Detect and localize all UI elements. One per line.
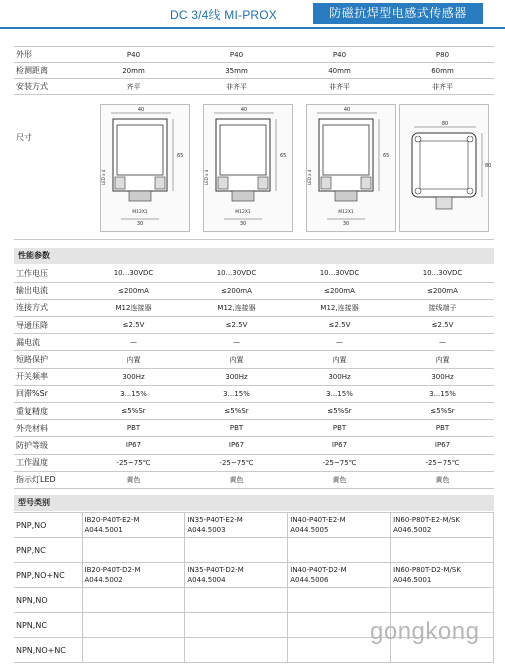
model-number: IN60-P80T-D2-M/SK bbox=[393, 566, 461, 574]
perf-row bbox=[14, 282, 494, 299]
spec-value: 黄色 bbox=[82, 471, 185, 488]
order-code: A046.5002 bbox=[393, 526, 432, 534]
perf-row bbox=[14, 471, 494, 488]
row-label: 开关频率 bbox=[14, 368, 82, 385]
model-cell bbox=[391, 563, 494, 588]
svg-text:30: 30 bbox=[342, 221, 350, 227]
output-type-label: PNP,NC bbox=[14, 538, 82, 563]
spec-row bbox=[14, 47, 494, 63]
drawing-p40-2 bbox=[203, 104, 293, 232]
spec-value: P40 bbox=[82, 47, 185, 63]
spec-value: — bbox=[82, 334, 185, 351]
output-type-label: NPN,NO+NC bbox=[14, 638, 82, 663]
perf-row bbox=[14, 265, 494, 282]
spec-value: PBT bbox=[82, 420, 185, 437]
svg-text:80: 80 bbox=[441, 121, 449, 127]
spec-row bbox=[14, 79, 494, 95]
spec-value: PBT bbox=[288, 420, 391, 437]
model-cell bbox=[288, 563, 391, 588]
model-cell bbox=[185, 513, 288, 538]
spec-value: 黄色 bbox=[185, 471, 288, 488]
spec-value: ≤200mA bbox=[185, 282, 288, 299]
row-label: 外壳材料 bbox=[14, 420, 82, 437]
svg-text:65: 65 bbox=[383, 153, 390, 159]
row-label: 外形 bbox=[14, 47, 82, 63]
perf-row bbox=[14, 334, 494, 351]
perf-row bbox=[14, 351, 494, 368]
svg-text:40: 40 bbox=[137, 107, 145, 113]
svg-text:M12X1: M12X1 bbox=[338, 210, 354, 215]
row-label: 连接方式 bbox=[14, 299, 82, 316]
spec-value: -25~75℃ bbox=[288, 454, 391, 471]
perf-row bbox=[14, 317, 494, 334]
spec-value: 3...15% bbox=[185, 385, 288, 402]
spec-table bbox=[14, 46, 494, 95]
spec-value: 内置 bbox=[82, 351, 185, 368]
spec-value: 35mm bbox=[185, 63, 288, 79]
spec-value: IP67 bbox=[185, 437, 288, 454]
spec-value: 300Hz bbox=[82, 368, 185, 385]
model-row bbox=[14, 588, 494, 613]
spec-value: ≤2.5V bbox=[82, 317, 185, 334]
spec-value: 10...30VDC bbox=[391, 265, 494, 282]
svg-text:65: 65 bbox=[280, 153, 287, 159]
model-number: IB20-P40T-E2-M bbox=[84, 516, 140, 524]
model-cell bbox=[82, 588, 185, 613]
row-label: 工作电压 bbox=[14, 265, 82, 282]
svg-text:80: 80 bbox=[485, 163, 492, 169]
dimension-row bbox=[14, 94, 494, 240]
row-label: 工作温度 bbox=[14, 454, 82, 471]
drawing-p40-3 bbox=[306, 104, 396, 232]
svg-text:LED x 4: LED x 4 bbox=[307, 169, 312, 185]
spec-value: ≤5%Sr bbox=[185, 403, 288, 420]
perf-row bbox=[14, 454, 494, 471]
spec-value: — bbox=[391, 334, 494, 351]
model-cell bbox=[288, 588, 391, 613]
watermark: gongkong bbox=[370, 618, 480, 645]
spec-value: 3...15% bbox=[82, 385, 185, 402]
perf-table bbox=[14, 265, 494, 489]
order-code: A044.5004 bbox=[187, 576, 226, 584]
header-rule bbox=[0, 27, 505, 29]
row-label: 输出电流 bbox=[14, 282, 82, 299]
spec-value: ≤2.5V bbox=[185, 317, 288, 334]
row-label: 重复精度 bbox=[14, 403, 82, 420]
model-row bbox=[14, 538, 494, 563]
perf-row bbox=[14, 385, 494, 402]
spec-value: M12,连接器 bbox=[288, 299, 391, 316]
spec-value: 内置 bbox=[185, 351, 288, 368]
spec-value: ≤200mA bbox=[391, 282, 494, 299]
svg-text:30: 30 bbox=[239, 221, 247, 227]
output-type-label: PNP,NO+NC bbox=[14, 563, 82, 588]
spec-value: IP67 bbox=[288, 437, 391, 454]
spec-value: 20mm bbox=[82, 63, 185, 79]
spec-value: 齐平 bbox=[82, 79, 185, 95]
spec-value: 非齐平 bbox=[288, 79, 391, 95]
order-code: A044.5006 bbox=[290, 576, 329, 584]
spec-value: -25~75℃ bbox=[185, 454, 288, 471]
order-code: A046.5001 bbox=[393, 576, 432, 584]
model-cell bbox=[82, 538, 185, 563]
output-type-label: PNP,NO bbox=[14, 513, 82, 538]
svg-text:40: 40 bbox=[240, 107, 248, 113]
spec-value: 40mm bbox=[288, 63, 391, 79]
output-type-label: NPN,NC bbox=[14, 613, 82, 638]
spec-value: 300Hz bbox=[391, 368, 494, 385]
model-cell bbox=[185, 563, 288, 588]
drawing-p40-1 bbox=[100, 104, 190, 232]
spec-value: ≤5%Sr bbox=[82, 403, 185, 420]
model-row bbox=[14, 513, 494, 538]
spec-value: M12,连接器 bbox=[185, 299, 288, 316]
spec-value: ≤2.5V bbox=[391, 317, 494, 334]
product-title: 防磁抗焊型电感式传感器 bbox=[313, 3, 483, 24]
row-label: 安装方式 bbox=[14, 79, 82, 95]
model-cell bbox=[185, 588, 288, 613]
model-cell bbox=[391, 513, 494, 538]
spec-value: 3...15% bbox=[288, 385, 391, 402]
model-cell bbox=[185, 638, 288, 663]
spec-value: 60mm bbox=[391, 63, 494, 79]
svg-text:M12X1: M12X1 bbox=[235, 210, 251, 215]
svg-text:40: 40 bbox=[343, 107, 351, 113]
model-number: IB20-P40T-D2-M bbox=[84, 566, 141, 574]
spec-value: 非齐平 bbox=[185, 79, 288, 95]
model-cell bbox=[288, 538, 391, 563]
model-cell bbox=[185, 613, 288, 638]
perf-row bbox=[14, 420, 494, 437]
row-label: 导通压降 bbox=[14, 317, 82, 334]
spec-value: M12连接器 bbox=[82, 299, 185, 316]
perf-row bbox=[14, 368, 494, 385]
model-cell bbox=[391, 588, 494, 613]
spec-value: P80 bbox=[391, 47, 494, 63]
spec-value: 10...30VDC bbox=[288, 265, 391, 282]
model-number: IN40-P40T-E2-M bbox=[290, 516, 346, 524]
spec-value: ≤200mA bbox=[82, 282, 185, 299]
spec-value: P40 bbox=[185, 47, 288, 63]
spec-value: 黄色 bbox=[391, 471, 494, 488]
model-number: IN60-P80T-E2-M/SK bbox=[393, 516, 460, 524]
spec-value: 内置 bbox=[288, 351, 391, 368]
model-number: IN35-P40T-E2-M bbox=[187, 516, 243, 524]
spec-value: 300Hz bbox=[185, 368, 288, 385]
svg-text:LED x 4: LED x 4 bbox=[101, 169, 106, 185]
output-type-label: NPN,NO bbox=[14, 588, 82, 613]
row-label: 回滞%Sr bbox=[14, 385, 82, 402]
svg-text:65: 65 bbox=[177, 153, 184, 159]
model-cell bbox=[82, 638, 185, 663]
spec-value: 300Hz bbox=[288, 368, 391, 385]
model-number: IN35-P40T-D2-M bbox=[187, 566, 244, 574]
spec-value: 内置 bbox=[391, 351, 494, 368]
page-header bbox=[0, 0, 505, 28]
spec-row bbox=[14, 63, 494, 79]
row-label: 指示灯LED bbox=[14, 471, 82, 488]
spec-value: IP67 bbox=[82, 437, 185, 454]
spec-value: -25~75℃ bbox=[82, 454, 185, 471]
perf-row bbox=[14, 437, 494, 454]
spec-value: 非齐平 bbox=[391, 79, 494, 95]
perf-row bbox=[14, 299, 494, 316]
spec-value: ≤5%Sr bbox=[391, 403, 494, 420]
spec-value: 10...30VDC bbox=[185, 265, 288, 282]
spec-value: PBT bbox=[185, 420, 288, 437]
model-cell bbox=[82, 613, 185, 638]
svg-text:LED x 4: LED x 4 bbox=[204, 169, 209, 185]
spec-value: PBT bbox=[391, 420, 494, 437]
order-code: A044.5005 bbox=[290, 526, 329, 534]
model-cell bbox=[185, 538, 288, 563]
model-cell bbox=[82, 513, 185, 538]
spec-value: 黄色 bbox=[288, 471, 391, 488]
spec-value: -25~75℃ bbox=[391, 454, 494, 471]
dimension-label: 尺寸 bbox=[16, 133, 32, 142]
model-row bbox=[14, 563, 494, 588]
spec-value: — bbox=[185, 334, 288, 351]
perf-section-header: 性能参数 bbox=[14, 248, 494, 264]
svg-text:30: 30 bbox=[136, 221, 144, 227]
order-code: A044.5003 bbox=[187, 526, 226, 534]
perf-row bbox=[14, 403, 494, 420]
row-label: 检测距离 bbox=[14, 63, 82, 79]
model-number: IN40-P40T-D2-M bbox=[290, 566, 347, 574]
drawing-p80 bbox=[399, 104, 492, 232]
spec-value: — bbox=[288, 334, 391, 351]
spec-value: 3...15% bbox=[391, 385, 494, 402]
model-cell bbox=[288, 513, 391, 538]
spec-value: 接线端子 bbox=[391, 299, 494, 316]
spec-value: 10...30VDC bbox=[82, 265, 185, 282]
spec-value: ≤200mA bbox=[288, 282, 391, 299]
order-code: A044.5002 bbox=[84, 576, 123, 584]
spec-value: ≤5%Sr bbox=[288, 403, 391, 420]
svg-text:M12X1: M12X1 bbox=[132, 210, 148, 215]
spec-value: IP67 bbox=[391, 437, 494, 454]
spec-value: P40 bbox=[288, 47, 391, 63]
row-label: 防护等级 bbox=[14, 437, 82, 454]
model-section-header: 型号类别 bbox=[14, 495, 494, 511]
spec-value: ≤2.5V bbox=[288, 317, 391, 334]
model-cell bbox=[391, 538, 494, 563]
model-cell bbox=[82, 563, 185, 588]
row-label: 漏电流 bbox=[14, 334, 82, 351]
series-title: DC 3/4线 MI-PROX bbox=[170, 8, 278, 22]
order-code: A044.5001 bbox=[84, 526, 123, 534]
row-label: 短路保护 bbox=[14, 351, 82, 368]
